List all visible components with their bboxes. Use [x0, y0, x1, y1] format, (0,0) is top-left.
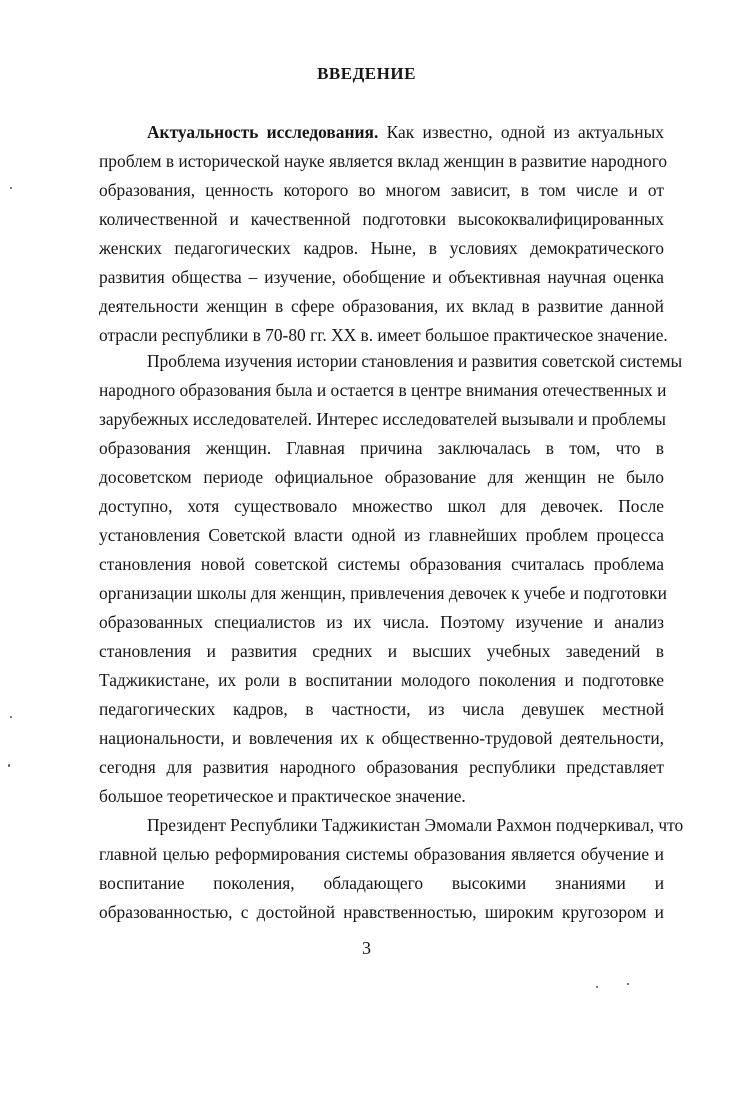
- page-number: 3: [362, 938, 371, 958]
- paragraph-president: [99, 811, 684, 927]
- paragraph-lead: Актуальность исследования.: [147, 122, 379, 142]
- paragraph-line: деятельности женщин в сфере образования, их вклад в развитие данной: [99, 296, 664, 316]
- section-heading: ВВЕДЕНИЕ: [317, 64, 416, 83]
- paragraph-line: женских педагогических кадров. Ныне, в условиях демократического: [99, 238, 664, 258]
- paragraph-line: главной целью реформирования системы образования является обучение и: [99, 844, 664, 864]
- paragraph-line: проблем в исторической науке является вклад женщин в развитие народного: [99, 151, 668, 171]
- paragraph-line: досоветском периоде официальное образование для женщин не было: [99, 467, 664, 487]
- paragraph-line: отрасли республики в 70-80 гг. XX в. имеет большое практическое значение.: [99, 325, 668, 345]
- paragraph-line: Таджикистане, их роли в воспитании молодого поколения и подготовке: [99, 670, 664, 690]
- scan-speck: [8, 764, 10, 767]
- paragraph-line: образования женщин. Главная причина заключалась в том, что в: [99, 438, 664, 458]
- paragraph-history: [99, 347, 683, 811]
- scan-speck: [596, 986, 598, 988]
- paragraph-line: Президент Республики Таджикистан Эмомали Рахмон подчеркивал, что: [147, 815, 684, 835]
- paragraph-line: организации школы для женщин, привлечения девочек к учебе и подготовки: [99, 583, 667, 603]
- paragraph-line: зарубежных исследователей. Интерес исследователей вызывали и проблемы: [99, 409, 666, 429]
- paragraph-line: воспитание поколения, обладающего высокими знаниями и: [99, 873, 664, 893]
- paragraph-line: установления Советской власти одной из главнейших проблем процесса: [99, 525, 664, 545]
- scan-speck: [10, 716, 12, 718]
- paragraph-line: национальности, и вовлечения их к общественно-трудовой деятельности,: [99, 728, 664, 748]
- paragraph-line: развития общества – изучение, обобщение и объективная научная оценка: [99, 267, 664, 287]
- paragraph-line: образованных специалистов из их числа. Поэтому изучение и анализ: [99, 612, 664, 632]
- paragraph-line: становления и развития средних и высших учебных заведений в: [99, 641, 664, 661]
- paragraph-line: Проблема изучения истории становления и развития советской системы: [147, 351, 683, 371]
- paragraph-line: педагогических кадров, в частности, из числа девушек местной: [99, 699, 664, 719]
- paragraph-line-text: Как известно, одной из актуальных: [378, 122, 664, 142]
- paragraph-line: образованностью, с достойной нравственностью, широким кругозором и: [99, 902, 664, 922]
- scan-speck: [10, 187, 12, 189]
- paragraph-line: [99, 118, 664, 147]
- paragraph-line: большое теоретическое и практическое значение.: [99, 786, 466, 806]
- paragraph-line: народного образования была и остается в центре внимания отечественных и: [99, 380, 667, 400]
- paragraph-line: образования, ценность которого во многом зависит, в том числе и от: [99, 180, 664, 200]
- scan-speck: [627, 983, 629, 985]
- paragraph-line: доступно, хотя существовало множество школ для девочек. После: [99, 496, 664, 516]
- paragraph-line: количественной и качественной подготовки высококвалифицированных: [99, 209, 664, 229]
- paragraph-relevance: [99, 118, 668, 350]
- paragraph-line: сегодня для развития народного образования республики представляет: [99, 757, 664, 777]
- paragraph-line: становления новой советской системы образования считалась проблема: [99, 554, 664, 574]
